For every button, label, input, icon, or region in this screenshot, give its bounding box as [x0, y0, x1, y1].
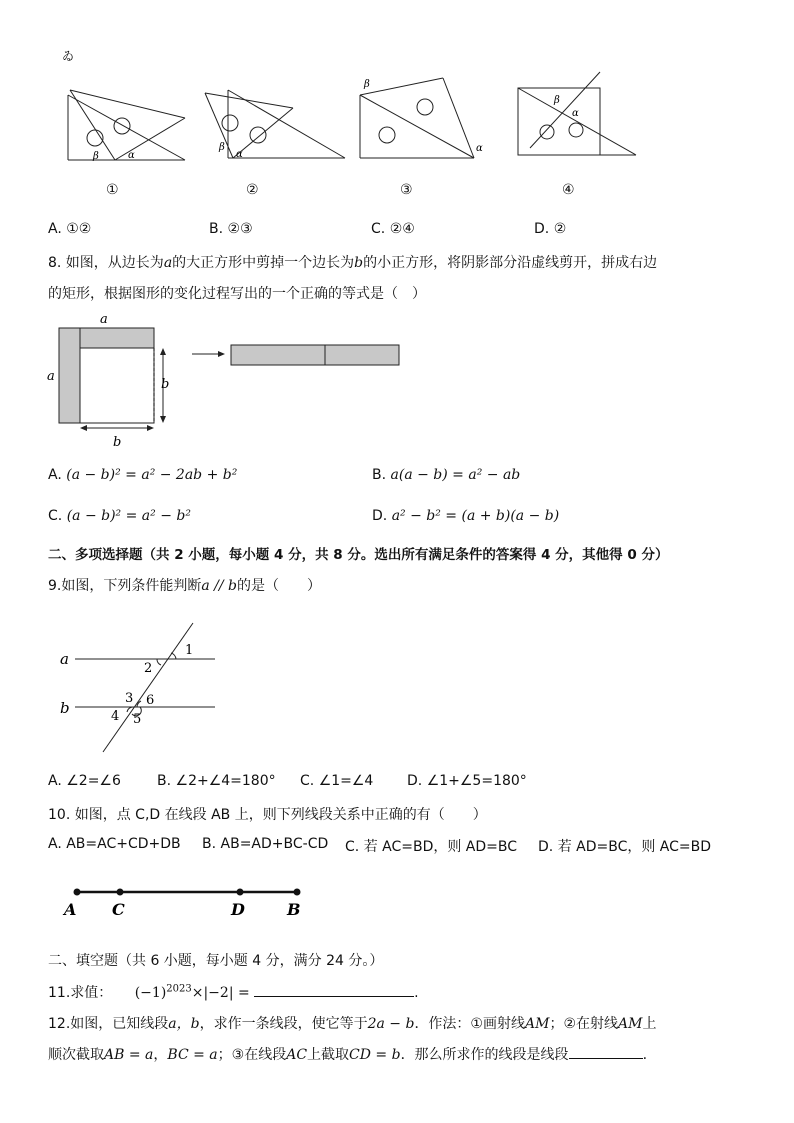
- q9-label-b: b: [60, 699, 70, 717]
- q9-angle-5: 5: [133, 712, 142, 727]
- q9-option-c[interactable]: C. ∠1=∠4: [300, 773, 374, 789]
- q7-figure-label-4: ④: [562, 182, 575, 198]
- q10-figure: [0, 878, 320, 928]
- q10-point-c: C: [112, 900, 125, 919]
- q8-stem-line2: 的矩形，根据图形的变化过程写出的一个正确的等式是（ ）: [48, 286, 426, 302]
- q10-point-a: A: [64, 900, 77, 919]
- q7-stray-mark: ゐ: [62, 49, 75, 63]
- q7-figure-label-2: ②: [246, 182, 259, 198]
- q8-label-b-right: b: [161, 377, 170, 392]
- q7-figures: [0, 0, 794, 200]
- q7-option-a[interactable]: A. ①②: [48, 221, 92, 237]
- q7-fig3-alpha: α: [476, 143, 483, 154]
- q9-angle-1: 1: [185, 643, 194, 658]
- q7-fig2-alpha: α: [236, 149, 243, 160]
- q8-figure: [0, 300, 420, 460]
- q9-angle-6: 6: [146, 693, 155, 708]
- q11-answer-blank[interactable]: [254, 982, 414, 997]
- q7-figure-3: [360, 78, 474, 158]
- section-2-heading: 二、多项选择题（共 2 小题，每小题 4 分，共 8 分。选出所有满足条件的答案得 4 分，其他得 0 分）: [48, 547, 669, 563]
- q9-option-a[interactable]: A. ∠2=∠6: [48, 773, 121, 789]
- q8-label-a-left: a: [47, 369, 55, 384]
- q7-option-c[interactable]: C. ②④: [371, 221, 415, 237]
- section-3-heading: 二、填空题（共 6 小题，每小题 4 分，满分 24 分。）: [48, 953, 384, 969]
- q10-option-b[interactable]: B. AB=AD+BC-CD: [202, 836, 329, 852]
- q7-fig2-beta: β: [219, 142, 225, 153]
- q9-option-b[interactable]: B. ∠2+∠4=180°: [157, 773, 276, 789]
- q7-option-b[interactable]: B. ②③: [209, 221, 253, 237]
- q7-figure-label-3: ③: [400, 182, 413, 198]
- q9-angle-3: 3: [125, 691, 134, 706]
- q12-line2: 顺次截取AB = a，BC = a；③在线段AC上截取CD = b．那么所求作的线段是线段 .: [48, 1044, 647, 1064]
- q8-option-b[interactable]: B. a(a − b) = a² − ab: [372, 467, 521, 483]
- q10-point-b: B: [287, 900, 301, 919]
- q9-angle-4: 4: [111, 709, 120, 724]
- q9-option-d[interactable]: D. ∠1+∠5=180°: [407, 773, 527, 789]
- q11-line: 11.求值： $(-1)^{2023}\times|-2|$ = .: [48, 983, 419, 1001]
- q7-fig1-alpha: α: [128, 150, 135, 161]
- q7-fig4-beta: β: [554, 95, 560, 106]
- q8-label-b-bottom: b: [113, 435, 122, 450]
- q7-figure-1: [68, 90, 185, 160]
- q8-option-d[interactable]: D. a² − b² = (a + b)(a − b): [372, 508, 560, 524]
- q7-fig1-beta: β: [93, 151, 99, 162]
- q9-angle-2: 2: [144, 661, 153, 676]
- q10-stem: 10. 如图，点 C,D 在线段 AB 上，则下列线段关系中正确的有（ ）: [48, 807, 487, 823]
- q7-figure-2: [205, 90, 345, 158]
- q9-label-a: a: [60, 650, 69, 668]
- q9-stem: 9.如图，下列条件能判断a // b的是（ ）: [48, 578, 322, 594]
- q7-fig4-alpha: α: [572, 108, 579, 119]
- q11-expression: $(-1)^{2023}\times|-2|$ =: [134, 983, 250, 1001]
- q8-option-c[interactable]: C. (a − b)² = a² − b²: [48, 508, 191, 524]
- q10-option-a[interactable]: A. AB=AC+CD+DB: [48, 836, 181, 852]
- q8-stem-line1: 8. 如图，从边长为a的大正方形中剪掉一个边长为b的小正方形，将阴影部分沿虚线剪开，拼成右边: [48, 255, 658, 271]
- q7-figure-label-1: ①: [106, 182, 119, 198]
- q9-figure: [0, 615, 260, 765]
- q8-label-a-top: a: [100, 312, 108, 327]
- q12-answer-blank[interactable]: [569, 1044, 643, 1059]
- q7-fig3-beta: β: [364, 79, 370, 90]
- q12-line1: 12.如图，已知线段a，b，求作一条线段，使它等于2a − b．作法：①画射线AM；②在射线AM上: [48, 1016, 657, 1032]
- q10-option-d[interactable]: D. 若 AD=BC，则 AC=BD: [538, 839, 712, 855]
- q8-option-a[interactable]: A. (a − b)² = a² − 2ab + b²: [48, 467, 238, 483]
- q10-point-d: D: [231, 900, 245, 919]
- q10-option-c[interactable]: C. 若 AC=BD，则 AD=BC: [345, 839, 518, 855]
- q7-option-d[interactable]: D. ②: [534, 221, 567, 237]
